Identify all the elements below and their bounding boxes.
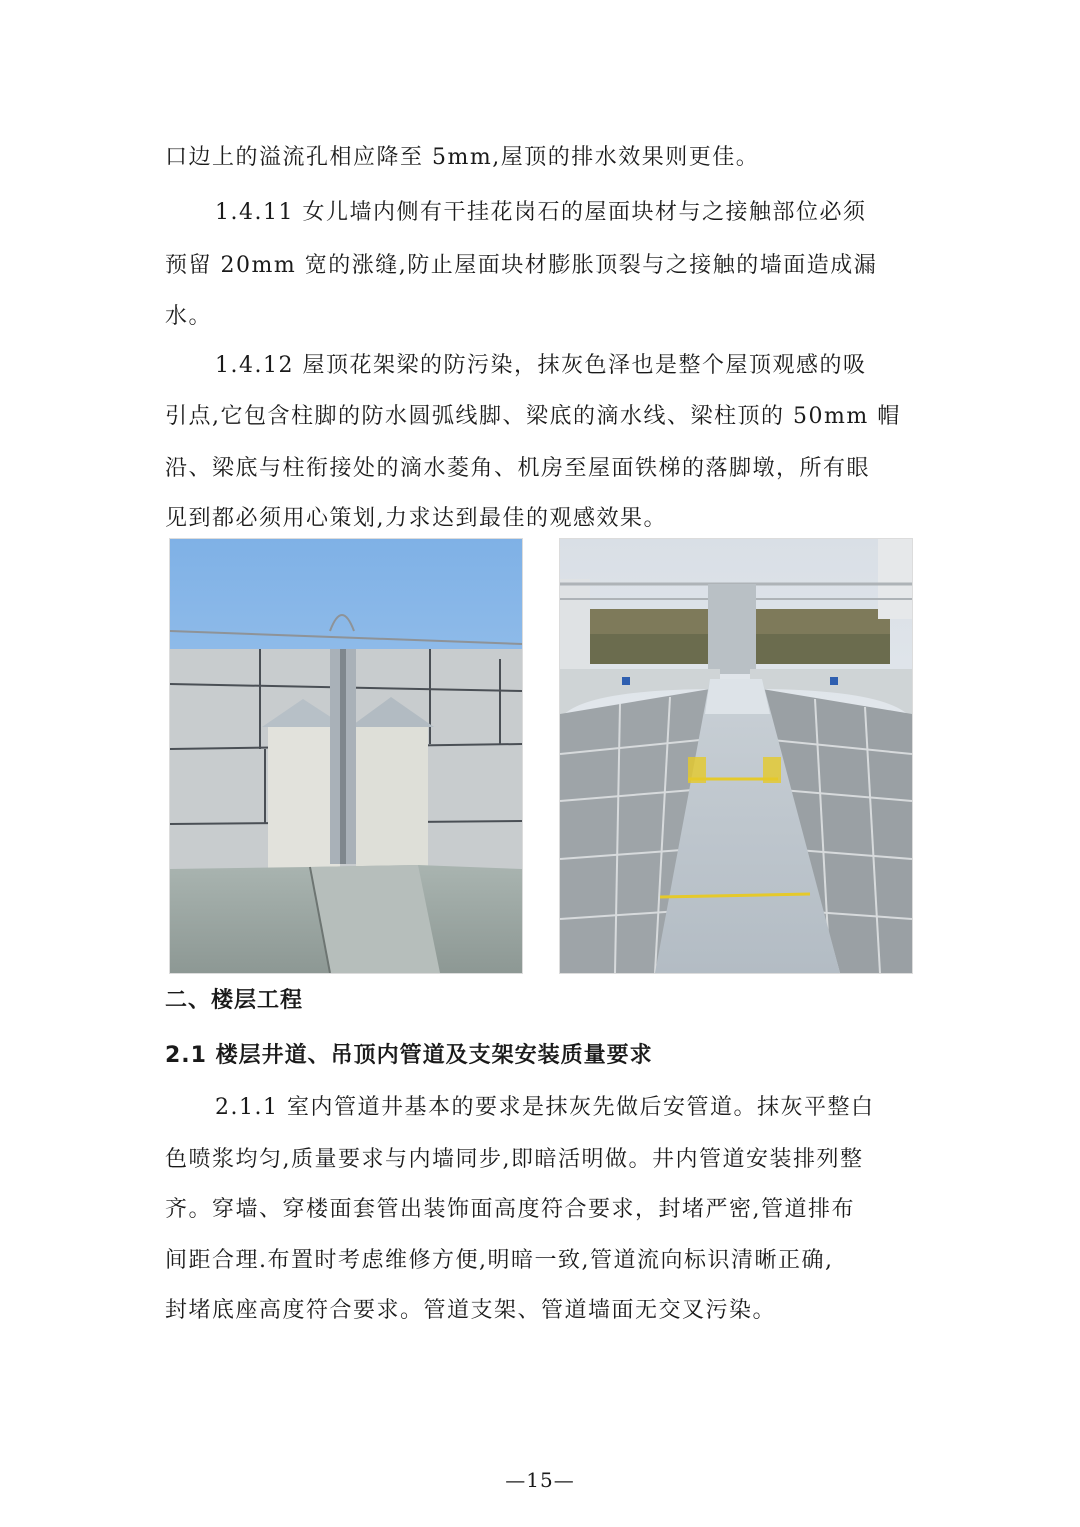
paragraph-line: 封堵底座高度符合要求。管道支架、管道墙面无交叉污染。 <box>165 1298 777 1323</box>
paragraph-line: 水。 <box>165 304 213 329</box>
paragraph-line: 1.4.12 屋顶花架梁的防污染，抹灰色泽也是整个屋顶观感的吸 <box>215 353 867 378</box>
parapet-photo <box>169 538 523 974</box>
paragraph-line: 沿、梁底与柱衔接处的滴水菱角、机房至屋面铁梯的落脚墩，所有眼 <box>165 456 871 481</box>
page-number: —15— <box>505 1468 575 1492</box>
paragraph-line: 见到都必须用心策划,力求达到最佳的观感效果。 <box>165 506 667 531</box>
parapet-photo-drawing <box>170 539 522 973</box>
paragraph-line: 齐。穿墙、穿楼面套管出装饰面高度符合要求，封堵严密,管道排布 <box>165 1197 855 1222</box>
paragraph-line: 引点,它包含柱脚的防水圆弧线脚、梁底的滴水线、梁柱顶的 50mm 帽 <box>165 404 901 429</box>
paragraph-line: 色喷浆均匀,质量要求与内墙同步,即暗活明做。井内管道安装排列整 <box>165 1147 864 1172</box>
subsection-heading: 2.1 楼层井道、吊顶内管道及支架安装质量要求 <box>165 1043 653 1068</box>
roof-channel-photo <box>559 538 913 974</box>
paragraph-line: 1.4.11 女儿墙内侧有干挂花岗石的屋面块材与之接触部位必须 <box>215 200 867 225</box>
paragraph-line: 间距合理.布置时考虑维修方便,明暗一致,管道流向标识清晰正确, <box>165 1248 834 1273</box>
paragraph-line: 预留 20mm 宽的涨缝,防止屋面块材膨胀顶裂与之接触的墙面造成漏 <box>165 253 878 278</box>
paragraph-line: 口边上的溢流孔相应降至 5mm,屋顶的排水效果则更佳。 <box>165 145 760 170</box>
roof-channel-photo-drawing <box>560 539 912 973</box>
section-heading: 二、楼层工程 <box>165 988 304 1013</box>
paragraph-line: 2.1.1 室内管道井基本的要求是抹灰先做后安管道。抹灰平整白 <box>215 1095 875 1120</box>
